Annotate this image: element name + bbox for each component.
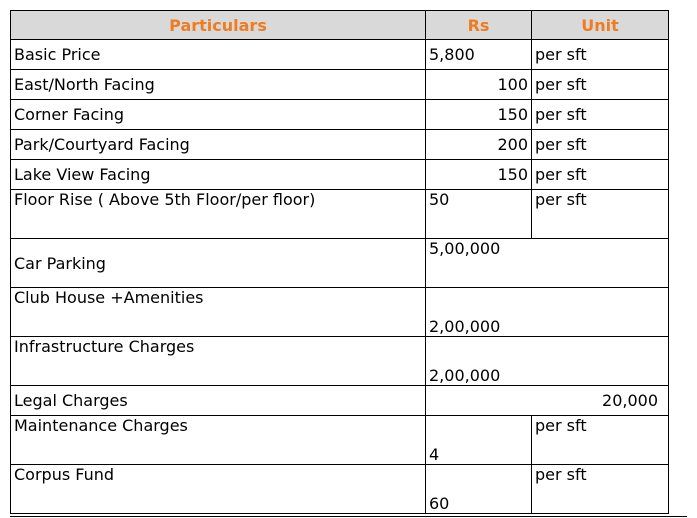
row-label: Floor Rise ( Above 5th Floor/per floor) bbox=[11, 190, 426, 239]
row-rs: 2,00,000 bbox=[426, 288, 669, 337]
row-label: Basic Price bbox=[11, 40, 426, 70]
header-rs: Rs bbox=[426, 11, 532, 40]
row-rs: 150 bbox=[426, 160, 532, 190]
row-rs: 4 bbox=[426, 416, 532, 465]
table-row bbox=[11, 288, 669, 337]
row-label: Car Parking bbox=[11, 239, 426, 288]
bottom-divider bbox=[10, 516, 687, 517]
row-label: East/North Facing bbox=[11, 70, 426, 100]
price-table bbox=[10, 10, 669, 514]
table-row bbox=[11, 70, 669, 100]
row-rs: 2,00,000 bbox=[426, 337, 669, 386]
row-unit: per sft bbox=[532, 190, 669, 239]
header-row bbox=[11, 11, 669, 40]
row-rs: 200 bbox=[426, 130, 532, 160]
row-unit: per sft bbox=[532, 70, 669, 100]
row-label: Corner Facing bbox=[11, 100, 426, 130]
row-label: Infrastructure Charges bbox=[11, 337, 426, 386]
table-row bbox=[11, 100, 669, 130]
row-unit: per sft bbox=[532, 160, 669, 190]
table-row bbox=[11, 190, 669, 239]
row-rs: 5,00,000 bbox=[426, 239, 669, 288]
header-particulars: Particulars bbox=[11, 11, 426, 40]
row-label: Corpus Fund bbox=[11, 465, 426, 514]
table-row bbox=[11, 337, 669, 386]
row-rs: 20,000 bbox=[426, 386, 669, 416]
table-row bbox=[11, 40, 669, 70]
row-label: Lake View Facing bbox=[11, 160, 426, 190]
table-row bbox=[11, 386, 669, 416]
table-row bbox=[11, 160, 669, 190]
row-rs: 100 bbox=[426, 70, 532, 100]
row-label: Maintenance Charges bbox=[11, 416, 426, 465]
row-unit: per sft bbox=[532, 465, 669, 514]
table-row bbox=[11, 239, 669, 288]
row-label: Legal Charges bbox=[11, 386, 426, 416]
header-unit: Unit bbox=[532, 11, 669, 40]
table-row bbox=[11, 130, 669, 160]
row-label: Club House +Amenities bbox=[11, 288, 426, 337]
row-rs: 60 bbox=[426, 465, 532, 514]
row-unit: per sft bbox=[532, 130, 669, 160]
row-rs: 150 bbox=[426, 100, 532, 130]
row-rs: 5,800 bbox=[426, 40, 532, 70]
table-row bbox=[11, 416, 669, 465]
table-row bbox=[11, 465, 669, 514]
row-unit: per sft bbox=[532, 40, 669, 70]
row-label: Park/Courtyard Facing bbox=[11, 130, 426, 160]
row-rs: 50 bbox=[426, 190, 532, 239]
row-unit: per sft bbox=[532, 100, 669, 130]
row-unit: per sft bbox=[532, 416, 669, 465]
